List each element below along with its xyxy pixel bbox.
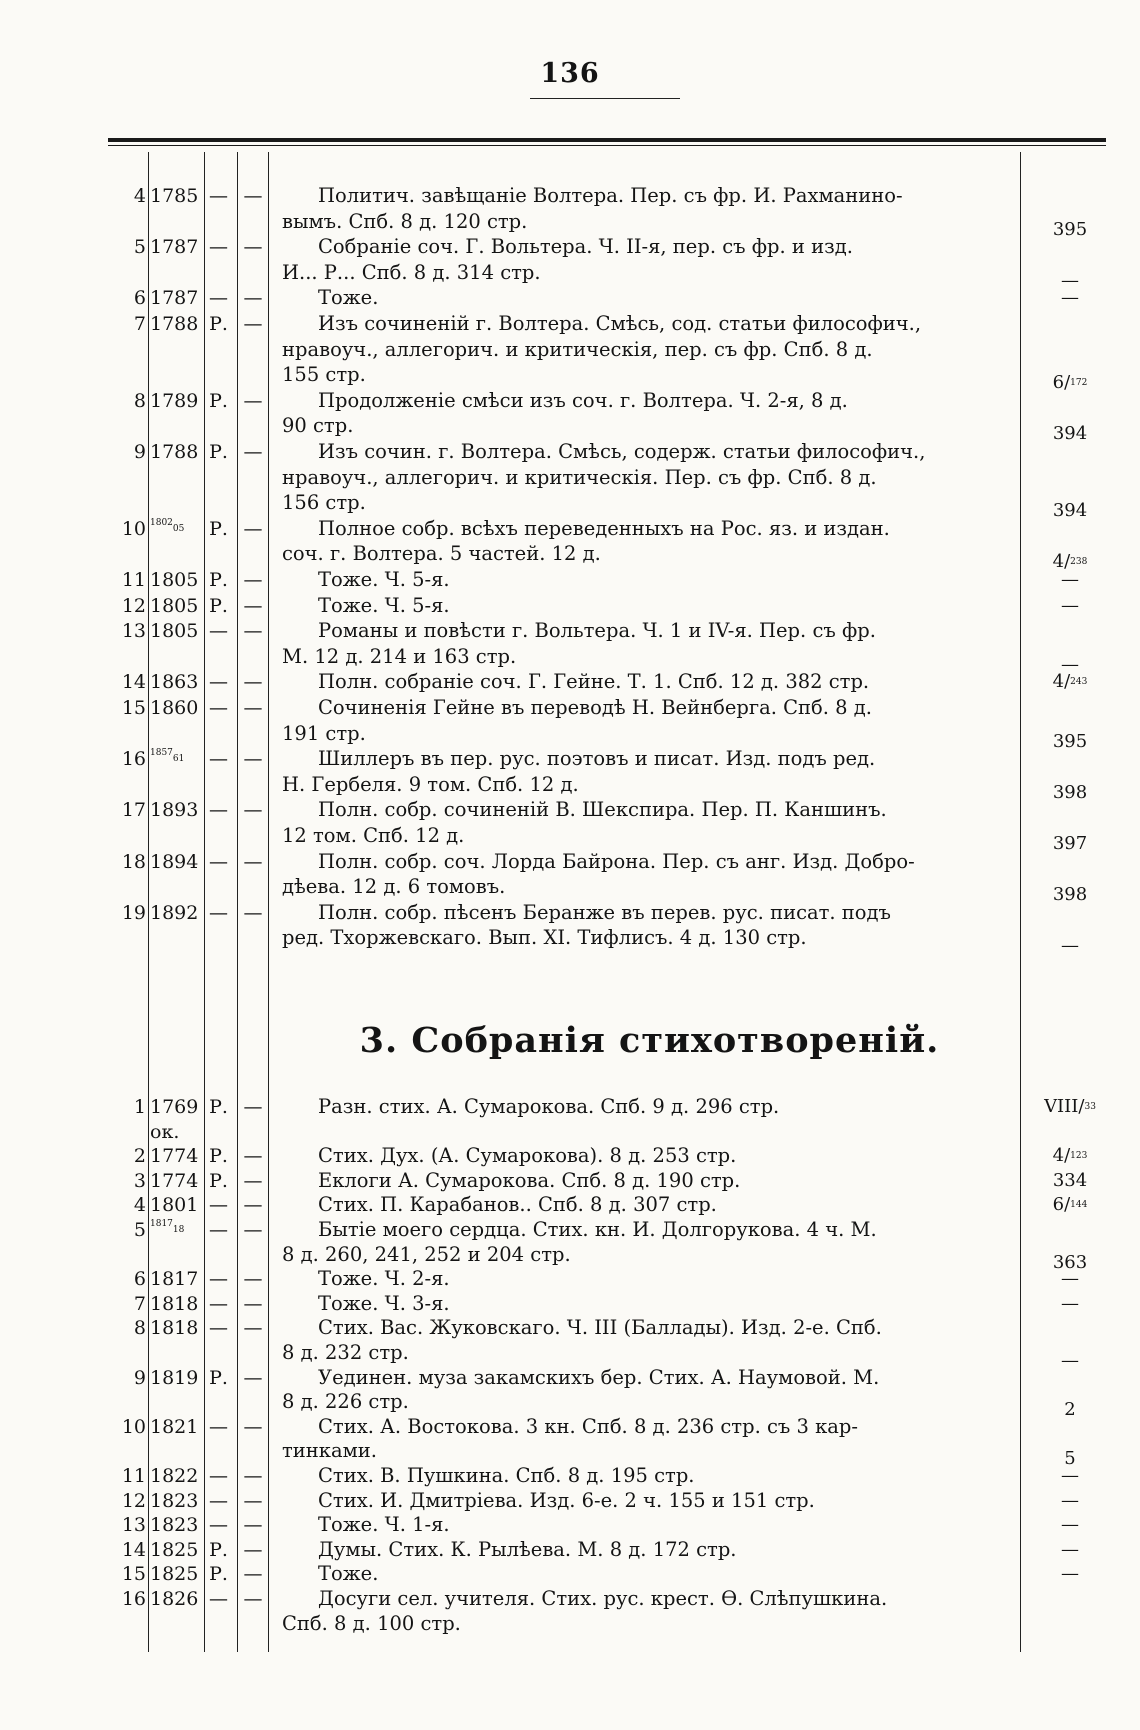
entry-year: 1817	[150, 1268, 199, 1291]
entry-year: $^{1817}$18	[150, 1219, 185, 1235]
entry-mark: —	[209, 799, 228, 822]
entry-reference: —	[1061, 569, 1079, 590]
entry-number: 2	[133, 1145, 146, 1168]
entry-mark: Р.	[209, 1169, 228, 1192]
entry-reference: 4/243	[1052, 671, 1088, 693]
entry-text-line: Стих. А. Востокова. 3 кн. Спб. 8 д. 236 стр. съ 3 кар-	[318, 1414, 858, 1438]
entry-mark-2: —	[243, 441, 263, 463]
entry-text-line: нравоуч., аллегорич. и критическія, пер. съ фр. Спб. 8 д.	[282, 337, 873, 361]
entry-number: 16	[121, 1588, 146, 1610]
entry-mark: —	[209, 287, 228, 310]
entry-reference: —	[1061, 1268, 1079, 1290]
entry-mark: —	[209, 1588, 228, 1610]
entry-year: 1818	[150, 1317, 199, 1340]
entry-mark-2: —	[243, 901, 263, 924]
entry-mark: Р.	[209, 594, 228, 617]
entry-mark: —	[209, 1194, 228, 1217]
entry-mark-2	[239, 1119, 267, 1145]
entry-mark: Р.	[209, 313, 228, 335]
entry-number: 5	[133, 236, 146, 259]
entry-mark-2: —	[243, 1465, 263, 1487]
entry-mark: —	[209, 671, 228, 694]
entry-text-line: Бытіе моего сердца. Стих. кн. И. Долгорукова. 4 ч. М.	[318, 1218, 877, 1241]
entry-year: 1892	[150, 901, 199, 924]
entry-year: 1823	[150, 1514, 199, 1537]
entry-number: 4	[133, 185, 146, 207]
entry-reference	[1035, 1119, 1105, 1145]
entry-text-line: Шиллеръ въ пер. рус. поэтовъ и писат. Изд. подъ ред.	[318, 747, 876, 771]
entry-text-line: Стих. Вас. Жуковскаго. Ч. III (Баллады). Изд. 2-е. Спб.	[318, 1316, 882, 1340]
entry-mark-2: —	[243, 1415, 263, 1438]
entry-number: 11	[121, 569, 146, 591]
entry-mark: Р.	[209, 1145, 228, 1168]
entry-reference: 363	[1052, 1251, 1088, 1273]
entry-mark-2: —	[243, 1588, 263, 1610]
entry-year: 1785	[150, 185, 199, 207]
top-rule	[108, 138, 1106, 142]
entry-reference: —	[1061, 594, 1079, 616]
entry-text-line: М. 12 д. 214 и 163 стр.	[282, 644, 517, 668]
entry-text-line	[282, 1119, 1017, 1145]
entry-reference: 394	[1052, 500, 1088, 522]
page-number: 136	[540, 58, 600, 89]
entry-reference: 334	[1052, 1169, 1088, 1191]
entry-mark-2: —	[243, 389, 263, 412]
entry-mark: Р.	[209, 1096, 228, 1118]
entry-year: $^{1802}$05	[150, 517, 185, 534]
entry-reference: —	[1061, 1350, 1079, 1371]
entry-reference: 398	[1052, 884, 1088, 906]
entry-text-line: нравоуч., аллегорич. и критическія. Пер. съ фр. Спб. 8 д.	[282, 465, 877, 489]
entry-number: 11	[121, 1465, 146, 1487]
column-rule-text-right	[1020, 152, 1021, 1652]
entry-text-line: Романы и повѣсти г. Вольтера. Ч. 1 и IV-я. Пер. съ фр.	[318, 619, 876, 643]
entry-year: 1788	[150, 313, 199, 335]
entry-text-line: Полное собр. всѣхъ переведенныхъ на Рос. яз. и издан.	[318, 516, 890, 540]
entry-year: 1826	[150, 1588, 199, 1610]
entry-mark: Р.	[209, 1538, 228, 1561]
entry-reference: VIII/33	[1044, 1096, 1096, 1117]
entry-year: 1819	[150, 1366, 199, 1389]
entry-reference: —	[1061, 1514, 1079, 1536]
entry-year: 1863	[150, 671, 199, 694]
column-rule-text-left	[268, 152, 269, 1652]
entry-number: 16	[121, 748, 146, 771]
entry-reference: 4/123	[1052, 1145, 1088, 1167]
entry-year: 1801	[150, 1194, 199, 1217]
entry-mark-2: —	[243, 1514, 263, 1537]
entry-number: 14	[121, 671, 146, 694]
entry-text-line: Полн. собр. пѣсенъ Беранже въ перев. рус. писат. подъ	[318, 900, 891, 924]
entry-reference: —	[1061, 269, 1079, 291]
entry-year: 1774	[150, 1145, 199, 1168]
entry-mark: —	[209, 748, 228, 771]
entry-year: 1823	[150, 1489, 199, 1512]
entry-text-line: 90 стр.	[282, 414, 354, 438]
entry-reference: 394	[1052, 423, 1088, 445]
entry-mark: —	[209, 1489, 228, 1512]
entry-text-line: Тоже. Ч. 5-я.	[318, 568, 450, 591]
entry-year: 1787	[150, 236, 199, 259]
entry-year: 1805	[150, 569, 199, 591]
entry-mark: —	[209, 850, 228, 873]
entry-reference: —	[1061, 287, 1079, 309]
entry-text-line: 191 стр.	[282, 721, 366, 745]
entry-text-line: Полн. собраніе соч. Г. Гейне. Т. 1. Спб. 12 д. 382 стр.	[318, 670, 870, 694]
entry-mark-2: —	[243, 313, 263, 335]
entry-number: 10	[121, 1415, 146, 1438]
entry-text-line: Тоже. Ч. 3-я.	[318, 1291, 450, 1315]
entry-reference: 4/238	[1052, 551, 1088, 573]
entry-reference: —	[1061, 653, 1079, 675]
entry-year: $^{1857}$61	[150, 748, 185, 765]
entry-text-line: Политич. завѣщаніе Волтера. Пер. съ фр. И. Рахманино-	[318, 184, 903, 207]
entry-number: 19	[121, 901, 146, 924]
entry-number: 6	[133, 1268, 146, 1291]
entry-text-line: 8 д. 226 стр.	[282, 1390, 409, 1414]
entry-mark-2: —	[243, 850, 263, 873]
entry-year: 1805	[150, 594, 199, 617]
entry-mark: Р.	[209, 389, 228, 412]
entry-mark-2: —	[243, 1563, 263, 1586]
entry-number: 9	[133, 1366, 146, 1389]
entry-text-line: Спб. 8 д. 100 стр.	[282, 1611, 461, 1635]
entry-year: 1893	[150, 799, 199, 822]
entry-year: 1788	[150, 441, 199, 463]
entry-year: 1805	[150, 620, 199, 643]
entry-text-line: Еклоги А. Сумарокова. Спб. 8 д. 190 стр.	[318, 1168, 741, 1192]
entry-number: 7	[133, 313, 146, 335]
page-number-rule	[530, 98, 680, 99]
entry-reference: 6/144	[1052, 1194, 1088, 1216]
entry-number: 8	[133, 1317, 146, 1340]
entry-reference: 395	[1052, 218, 1088, 240]
entry-mark: —	[209, 1219, 228, 1241]
column-rule-year-left	[148, 152, 149, 1652]
entry-text-line: дѣева. 12 д. 6 томовъ.	[282, 875, 506, 899]
entry-mark-2: —	[243, 1317, 263, 1340]
entry-mark	[205, 1119, 232, 1145]
entry-mark-2: —	[243, 1538, 263, 1561]
entry-text-line: Изъ сочин. г. Волтера. Смѣсь, содерж. статьи философич.,	[318, 440, 926, 463]
entry-text-line: Стих. Дух. (А. Сумарокова). 8 д. 253 стр.	[318, 1144, 737, 1168]
entry-text-line: Разн. стих. А. Сумарокова. Спб. 9 д. 296 стр.	[318, 1095, 780, 1118]
entry-year: 1821	[150, 1415, 199, 1438]
entry-text-line: Сочиненія Гейне въ переводѣ Н. Вейнберга. Спб. 8 д.	[318, 696, 872, 719]
entry-number: 7	[133, 1292, 146, 1315]
entry-reference	[1035, 1619, 1105, 1645]
entry-mark: —	[209, 697, 228, 719]
entry-mark-2: —	[243, 1268, 263, 1291]
entry-text-line: Продолженіе смѣси изъ соч. г. Волтера. Ч. 2-я, 8 д.	[318, 388, 848, 412]
entry-number: 6	[133, 287, 146, 310]
entry-text-line: вымъ. Спб. 8 д. 120 стр.	[282, 209, 528, 233]
entry-number: 8	[133, 389, 146, 412]
entry-reference: —	[1061, 935, 1079, 957]
entry-text-line: 8 д. 260, 241, 252 и 204 стр.	[282, 1242, 571, 1266]
entry-text-line: 12 том. Спб. 12 д.	[282, 824, 465, 847]
entry-mark-2: —	[243, 748, 263, 771]
entry-mark-2: —	[243, 671, 263, 694]
entry-mark: —	[209, 1268, 228, 1291]
entry-text-line: Досуги сел. учителя. Стих. рус. крест. Ѳ. Слѣпушкина.	[318, 1587, 888, 1610]
entry-mark: —	[209, 1465, 228, 1487]
entry-mark: —	[209, 236, 228, 259]
entry-number: 18	[121, 850, 146, 873]
entry-reference: —	[1061, 1292, 1079, 1314]
entry-year: 1825	[150, 1538, 199, 1561]
entry-text-line: Собраніе соч. Г. Вольтера. Ч. II-я, пер. съ фр. и изд.	[318, 235, 853, 259]
entry-mark: —	[209, 620, 228, 643]
section-title: 3. Собранія стихотвореній.	[359, 1020, 940, 1061]
entry-mark-2: —	[243, 1145, 263, 1168]
entry-mark-2: —	[243, 1489, 263, 1512]
entry-mark: Р.	[209, 1563, 228, 1586]
entry-number: 15	[121, 1563, 146, 1586]
top-rule-thin	[108, 145, 1106, 146]
entry-reference: 5	[1064, 1448, 1076, 1470]
entry-text-line: Тоже.	[318, 1562, 379, 1586]
entry-year: 1774	[150, 1169, 199, 1192]
entry-text-line: Думы. Стих. К. Рылѣева. М. 8 д. 172 стр.	[318, 1537, 737, 1561]
entry-reference: 2	[1064, 1399, 1076, 1421]
entry-reference: —	[1061, 1563, 1079, 1585]
entry-text-line: ред. Тхоржевскаго. Вып. XI. Тифлисъ. 4 д. 130 стр.	[282, 926, 807, 950]
entry-reference: 6/172	[1052, 372, 1088, 394]
entry-year: 1818	[150, 1292, 199, 1315]
entry-mark: Р.	[209, 441, 228, 463]
entry-number: 13	[121, 620, 146, 643]
entry-reference: 397	[1052, 833, 1088, 854]
entry-mark: —	[209, 1317, 228, 1340]
entry-text-line: Полн. собр. сочиненій В. Шекспира. Пер. П. Каншинъ.	[318, 798, 887, 822]
entry-mark-2: —	[243, 697, 263, 719]
entry-text-line: Полн. собр. соч. Лорда Байрона. Пер. съ анг. Изд. Добро-	[318, 849, 915, 873]
entry-mark: —	[209, 901, 228, 924]
entry-mark: —	[209, 1292, 228, 1315]
entry-text-line: Стих. И. Дмитріева. Изд. 6-е. 2 ч. 155 и 151 стр.	[318, 1488, 815, 1512]
entry-number: 4	[133, 1194, 146, 1217]
entry-year: 1769	[150, 1096, 199, 1118]
entry-mark: Р.	[209, 517, 228, 540]
entry-text-line: 155 стр.	[282, 363, 366, 387]
entry-number: 3	[133, 1169, 146, 1192]
entry-mark: —	[209, 1514, 228, 1537]
entry-mark-2: —	[243, 594, 263, 617]
entry-number: 10	[121, 517, 146, 540]
entry-mark: Р.	[209, 1366, 228, 1389]
entry-mark-2: —	[243, 1096, 263, 1118]
entry-number: 13	[121, 1514, 146, 1537]
entry-reference: 395	[1052, 730, 1088, 752]
entry-mark-2: —	[243, 287, 263, 310]
entry-number: 15	[121, 697, 146, 719]
entry-mark-2: —	[243, 1169, 263, 1192]
entry-text-line: Тоже. Ч. 2-я.	[318, 1267, 450, 1291]
entry-reference: —	[1061, 1489, 1079, 1511]
entry-mark-2: —	[243, 1194, 263, 1217]
entry-mark-2: —	[243, 799, 263, 822]
entry-mark-2: —	[243, 1292, 263, 1315]
entry-mark-2: —	[243, 1366, 263, 1389]
entry-text-line: 156 стр.	[282, 491, 366, 515]
entry-mark-2: —	[243, 569, 263, 591]
entry-text-line: Н. Гербеля. 9 том. Спб. 12 д.	[282, 772, 579, 796]
entry-text-line: Изъ сочиненій г. Волтера. Смѣсь, сод. статьи философич.,	[318, 312, 922, 335]
entry-year: 1860	[150, 697, 199, 719]
entry-year: 1822	[150, 1465, 199, 1487]
entry-number: 9	[133, 441, 146, 463]
entry-text-line: Тоже. Ч. 5-я.	[318, 593, 450, 617]
entry-mark-2: —	[243, 236, 263, 259]
entry-year: 1894	[150, 850, 199, 873]
entry-mark: —	[209, 185, 228, 207]
entry-text-line: И... Р... Спб. 8 д. 314 стр.	[282, 260, 541, 284]
entry-text-line: Тоже.	[318, 286, 379, 310]
entry-number: 12	[121, 594, 146, 617]
entry-text-line: Стих. П. Карабанов.. Спб. 8 д. 307 стр.	[318, 1193, 717, 1217]
entry-reference: 398	[1052, 781, 1088, 803]
entry-reference: —	[1061, 1538, 1079, 1560]
entry-mark: Р.	[209, 569, 228, 591]
entry-number: 14	[121, 1538, 146, 1561]
entry-mark-2: —	[243, 185, 263, 207]
entry-year: 1789	[150, 389, 199, 412]
entry-mark-2: —	[243, 1219, 263, 1241]
entry-number	[108, 1119, 146, 1145]
entry-year: 1787	[150, 287, 199, 310]
entry-reference: —	[1061, 1465, 1079, 1486]
entry-text-line: соч. г. Волтера. 5 частей. 12 д.	[282, 542, 601, 566]
entry-mark: —	[209, 1415, 228, 1438]
entry-year: ок.	[150, 1120, 180, 1143]
entry-text-line: Стих. В. Пушкина. Спб. 8 д. 195 стр.	[318, 1464, 695, 1487]
entry-mark-2: —	[243, 620, 263, 643]
entry-number: 1	[133, 1096, 146, 1118]
entry-number: 12	[121, 1489, 146, 1512]
entry-number: 17	[121, 799, 146, 822]
entry-text-line: Уединен. муза закамскихъ бер. Стих. А. Наумовой. М.	[318, 1365, 880, 1389]
entry-number: 5	[133, 1219, 146, 1241]
entry-mark-2: —	[243, 517, 263, 540]
column-rule-mark2-left	[237, 152, 238, 1652]
entry-text-line: 8 д. 232 стр.	[282, 1341, 409, 1364]
entry-year: 1825	[150, 1563, 199, 1586]
entry-text-line: тинками.	[282, 1439, 377, 1463]
entry-text-line: Тоже. Ч. 1-я.	[318, 1513, 450, 1537]
